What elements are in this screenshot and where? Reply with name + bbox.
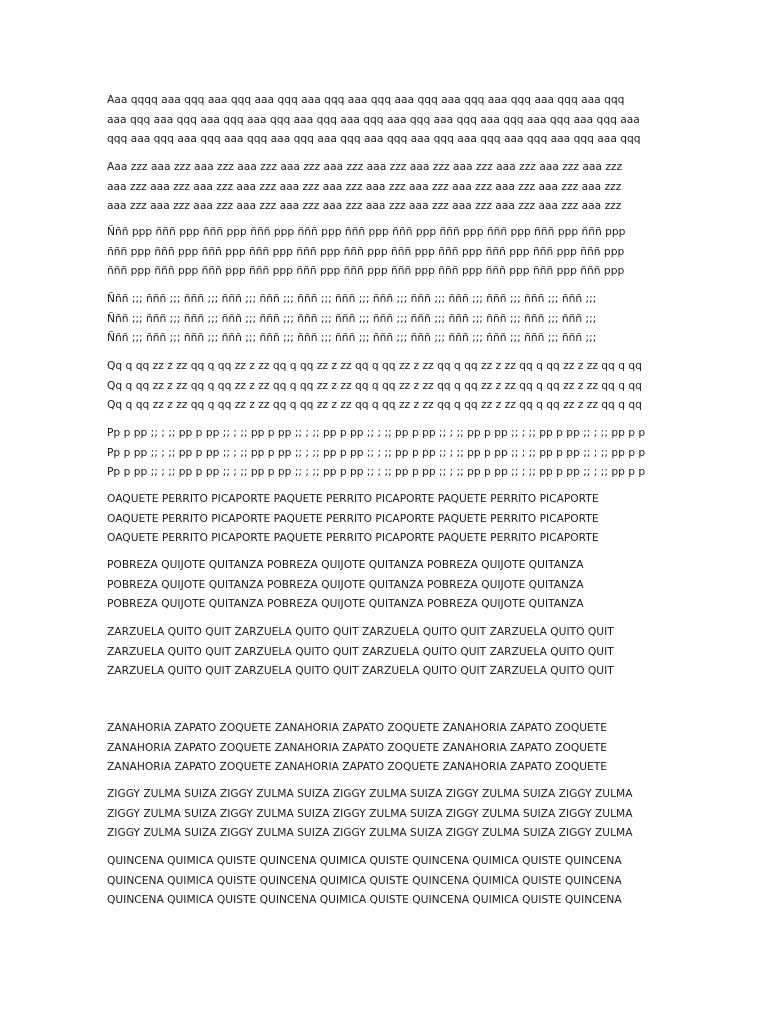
paragraph-aaa-zzz bbox=[107, 157, 707, 216]
paragraph-ziggy-zulma bbox=[107, 784, 707, 843]
text-line: ñññ ppp ñññ ppp ñññ ppp ñññ ppp ñññ ppp ñññ ppp ñññ ppp ñññ ppp ñññ ppp ñññ ppp ñññ ppp bbox=[107, 264, 625, 277]
text-line: ZARZUELA QUITO QUIT ZARZUELA QUITO QUIT ZARZUELA QUITO QUIT ZARZUELA QUITO QUIT bbox=[107, 644, 614, 658]
text-line: Ñññ ;;; ñññ ;;; ñññ ;;; ñññ ;;; ñññ ;;; ñññ ;;; ñññ ;;; ñññ ;;; ñññ ;;; ñññ ;;; ñññ ;;; ñññ ;;; ñññ ;;; bbox=[107, 331, 597, 344]
paragraph-pobreza-quijote bbox=[107, 555, 707, 614]
paragraph-quincena-quimica bbox=[107, 851, 707, 910]
text-line: Aaa qqqq aaa qqq aaa qqq aaa qqq aaa qqq aaa qqq aaa qqq aaa qqq aaa qqq aaa qqq aaa qqq bbox=[107, 93, 625, 106]
text-line: ZIGGY ZULMA SUIZA ZIGGY ZULMA SUIZA ZIGGY ZULMA SUIZA ZIGGY ZULMA SUIZA ZIGGY ZULMA bbox=[107, 826, 633, 839]
paragraph-paquete-perrito bbox=[107, 489, 707, 548]
text-line: ZIGGY ZULMA SUIZA ZIGGY ZULMA SUIZA ZIGGY ZULMA SUIZA ZIGGY ZULMA SUIZA ZIGGY ZULMA bbox=[107, 787, 633, 800]
text-line: qqq aaa qqq aaa qqq aaa qqq aaa qqq aaa qqq aaa qqq aaa qqq aaa qqq aaa qqq aaa qqq aaa qqq bbox=[107, 132, 641, 145]
text-line: Qq q qq zz z zz qq q qq zz z zz qq q qq zz z zz qq q qq zz z zz qq q qq zz z zz qq q qq zz z zz qq q qq bbox=[107, 398, 642, 411]
paragraph-aaa-qqq bbox=[107, 90, 707, 149]
text-line: Qq q qq zz z zz qq q qq zz z zz qq q qq zz z zz qq q qq zz z zz qq q qq zz z zz qq q qq zz z zz qq q qq bbox=[107, 359, 642, 372]
text-line: POBREZA QUIJOTE QUITANZA POBREZA QUIJOTE QUITANZA POBREZA QUIJOTE QUITANZA bbox=[107, 558, 584, 571]
text-line: POBREZA QUIJOTE QUITANZA POBREZA QUIJOTE QUITANZA POBREZA QUIJOTE QUITANZA bbox=[107, 577, 584, 591]
text-line: ZANAHORIA ZAPATO ZOQUETE ZANAHORIA ZAPATO ZOQUETE ZANAHORIA ZAPATO ZOQUETE bbox=[107, 721, 607, 734]
text-line: Aaa zzz aaa zzz aaa zzz aaa zzz aaa zzz aaa zzz aaa zzz aaa zzz aaa zzz aaa zzz aaa zzz aaa zzz bbox=[107, 160, 623, 173]
text-line: Pp p pp ;; ; ;; pp p pp ;; ; ;; pp p pp ;; ; ;; pp p pp ;; ; ;; pp p pp ;; ; ;; pp p pp ;; ; ;; pp p pp ;; ; ;; pp p p bbox=[107, 465, 646, 478]
text-line: ZANAHORIA ZAPATO ZOQUETE ZANAHORIA ZAPATO ZOQUETE ZANAHORIA ZAPATO ZOQUETE bbox=[107, 760, 607, 773]
text-line: ZARZUELA QUITO QUIT ZARZUELA QUITO QUIT ZARZUELA QUITO QUIT ZARZUELA QUITO QUIT bbox=[107, 625, 614, 638]
text-line: aaa zzz aaa zzz aaa zzz aaa zzz aaa zzz aaa zzz aaa zzz aaa zzz aaa zzz aaa zzz aaa zzz aaa zzz bbox=[107, 179, 622, 193]
paragraph-qq-zz bbox=[107, 356, 707, 415]
paragraph-zanahoria-zapato bbox=[107, 718, 707, 777]
paragraph-zarzuela-quito bbox=[107, 622, 707, 681]
text-line: POBREZA QUIJOTE QUITANZA POBREZA QUIJOTE QUITANZA POBREZA QUIJOTE QUITANZA bbox=[107, 597, 584, 610]
paragraph-enye-ppp bbox=[107, 222, 707, 281]
text-line: OAQUETE PERRITO PICAPORTE PAQUETE PERRITO PICAPORTE PAQUETE PERRITO PICAPORTE bbox=[107, 511, 599, 525]
text-line: QUINCENA QUIMICA QUISTE QUINCENA QUIMICA QUISTE QUINCENA QUIMICA QUISTE QUINCENA bbox=[107, 873, 622, 887]
paragraph-enye-semicolons bbox=[107, 289, 707, 348]
text-line: Ñññ ;;; ñññ ;;; ñññ ;;; ñññ ;;; ñññ ;;; ñññ ;;; ñññ ;;; ñññ ;;; ñññ ;;; ñññ ;;; ñññ ;;; ñññ ;;; ñññ ;;; bbox=[107, 292, 597, 305]
text-line: OAQUETE PERRITO PICAPORTE PAQUETE PERRITO PICAPORTE PAQUETE PERRITO PICAPORTE bbox=[107, 531, 599, 544]
text-line: Qq q qq zz z zz qq q qq zz z zz qq q qq zz z zz qq q qq zz z zz qq q qq zz z zz qq q qq zz z zz qq q qq bbox=[107, 378, 642, 392]
text-line: aaa qqq aaa qqq aaa qqq aaa qqq aaa qqq aaa qqq aaa qqq aaa qqq aaa qqq aaa qqq aaa qqq aaa bbox=[107, 112, 640, 126]
text-line: Pp p pp ;; ; ;; pp p pp ;; ; ;; pp p pp ;; ; ;; pp p pp ;; ; ;; pp p pp ;; ; ;; pp p pp ;; ; ;; pp p pp ;; ; ;; pp p p bbox=[107, 426, 646, 439]
text-line: OAQUETE PERRITO PICAPORTE PAQUETE PERRITO PICAPORTE PAQUETE PERRITO PICAPORTE bbox=[107, 492, 599, 505]
text-line: Pp p pp ;; ; ;; pp p pp ;; ; ;; pp p pp ;; ; ;; pp p pp ;; ; ;; pp p pp ;; ; ;; pp p pp ;; ; ;; pp p pp ;; ; ;; pp p p bbox=[107, 445, 646, 459]
text-line: ZIGGY ZULMA SUIZA ZIGGY ZULMA SUIZA ZIGGY ZULMA SUIZA ZIGGY ZULMA SUIZA ZIGGY ZULMA bbox=[107, 806, 633, 820]
paragraph-pp-semicolons bbox=[107, 423, 707, 482]
text-line: Ñññ ppp ñññ ppp ñññ ppp ñññ ppp ñññ ppp ñññ ppp ñññ ppp ñññ ppp ñññ ppp ñññ ppp ñññ ppp bbox=[107, 225, 626, 238]
text-line: QUINCENA QUIMICA QUISTE QUINCENA QUIMICA QUISTE QUINCENA QUIMICA QUISTE QUINCENA bbox=[107, 893, 622, 906]
text-line: ñññ ppp ñññ ppp ñññ ppp ñññ ppp ñññ ppp ñññ ppp ñññ ppp ñññ ppp ñññ ppp ñññ ppp ñññ ppp bbox=[107, 244, 625, 258]
text-line: ZANAHORIA ZAPATO ZOQUETE ZANAHORIA ZAPATO ZOQUETE ZANAHORIA ZAPATO ZOQUETE bbox=[107, 740, 607, 754]
text-line: aaa zzz aaa zzz aaa zzz aaa zzz aaa zzz aaa zzz aaa zzz aaa zzz aaa zzz aaa zzz aaa zzz aaa zzz bbox=[107, 199, 622, 212]
text-line: QUINCENA QUIMICA QUISTE QUINCENA QUIMICA QUISTE QUINCENA QUIMICA QUISTE QUINCENA bbox=[107, 854, 622, 867]
text-line: Ñññ ;;; ñññ ;;; ñññ ;;; ñññ ;;; ñññ ;;; ñññ ;;; ñññ ;;; ñññ ;;; ñññ ;;; ñññ ;;; ñññ ;;; ñññ ;;; ñññ ;;; bbox=[107, 311, 597, 325]
text-line: ZARZUELA QUITO QUIT ZARZUELA QUITO QUIT ZARZUELA QUITO QUIT ZARZUELA QUITO QUIT bbox=[107, 664, 614, 677]
